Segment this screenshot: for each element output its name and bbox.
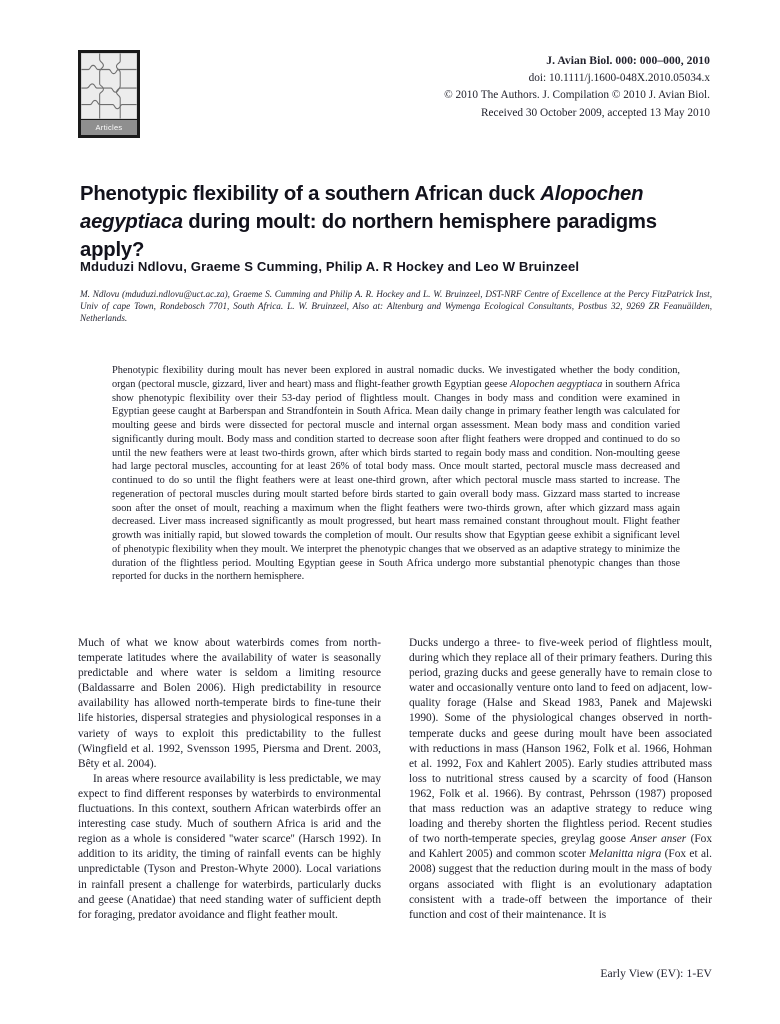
journal-received-accepted: Received 30 October 2009, accepted 13 May 2010	[481, 106, 710, 119]
abstract-segment-1: Phenotypic flexibility during moult has never been explored in austral nomadic ducks. We investigated whether the body condition, organ (pectoral muscle, gizzard, liver and heart) mass and flight-feather growth Egyptian geese	[112, 365, 680, 390]
abstract-species-name: Alopochen aegyptiaca	[510, 378, 603, 390]
article-affiliations: M. Ndlovu (mduduzi.ndlovu@uct.ac.za), Graeme S. Cumming and Philip A. R. Hockey and L. W. Bruinzeel, DST-NRF Centre of Excellence at the Percy FitzPatrick Inst, Univ of cape Town, Rondebosch 7701, South Africa. L. W. Bruinzeel, Also at: Altenburg and Wymenga Ecological Consultants, Postbus 32, 9269 ZR Feanuäilden, Netherlands.	[80, 289, 712, 324]
body-column-left	[78, 636, 381, 966]
paragraph: Much of what we know about waterbirds comes from north-temperate latitudes where the availability of water is seasonally predictable and where water is seldom a limiting resource (Baldassarre and Bolen 2006). High predictability in resource availability has allowed north-temperate birds to fine-tune their life histories, dispersal strategies and physiological responses in a variety of ways to exploit this predictability to the fullest (Wingfield et al. 1992, Svensson 1995, Piersma and Drent. 2003, Bêty et al. 2004).	[78, 637, 381, 770]
paragraph-segment-3: (Fox et al. 2008) suggest that the reduction during moult in the mass of body organs associated with flight is an evolutionary adaptation consistent with a trade-off between the importance of their function and cost of their maintenance. It is	[409, 848, 712, 921]
jigsaw-puzzle-icon	[81, 53, 137, 119]
page-footer-marker: Early View (EV): 1-EV	[600, 967, 712, 980]
body-column-right	[409, 636, 712, 966]
species-name-melanitta-nigra: Melanitta nigra	[589, 848, 662, 861]
article-title	[80, 180, 710, 264]
journal-brand-label: Articles	[81, 119, 137, 135]
abstract-segment-2: in southern Africa show phenotypic flexibility over their 53-day period of flightless moult. Changes in body mass and condition were examined in Egyptian geese caught at Barberspan and Strandfontein in South Africa. Mean daily change in primary feather length was calculated for moulting geese and birds were dissected for pectoral muscle and internal organ assessment. Mean body mass and condition varied significantly during moult. Body mass and condition started to decrease soon after flight feathers were dropped and continued to do so until the new feathers were at least two-thirds grown, after which birds started to regain body mass and condition. Non-moulting geese had large pectoral muscles, accounting for at least 26% of total body mass. Once moult started, pectoral muscle mass decreased and continued to do so until the flight feathers were at least one-third grown, after which pectoral muscle mass started to increase. The regeneration of pectoral muscles during moult started before birds started to gain overall body mass. Gizzard mass started to increase soon after the onset of moult, reaching a maximum when the flight feathers were two-thirds grown, after which gizzard mass again decreased. Liver mass increased significantly as moult progressed, but heart mass remained constant throughout moult. Flight feather growth was initially rapid, but slowed towards the completion of moult. Our results show that Egyptian geese exhibit a significant level of phenotypic flexibility when they moult. We interpret the phenotypic changes that we observed as an adaptive strategy to minimize the duration of the flightless period. Moulting Egyptian geese in South Africa undergo more substantial phenotypic changes than those reported for ducks in the northern hemisphere.	[112, 378, 680, 583]
article-abstract	[112, 364, 680, 584]
article-authors: Mduduzi Ndlovu, Graeme S Cumming, Philip A. R Hockey and Leo W Bruinzeel	[80, 259, 580, 274]
journal-brand-block	[78, 50, 140, 138]
journal-doi: doi: 10.1111/j.1600-048X.2010.05034.x	[528, 71, 710, 84]
journal-citation: J. Avian Biol. 000: 000–000, 2010	[546, 54, 710, 67]
article-title-part-1: Phenotypic flexibility of a southern African duck	[80, 182, 541, 205]
paragraph-segment-1: Ducks undergo a three- to five-week period of flightless moult, during which they replace all of their primary feathers. During this period, grazing ducks and geese generally have to remain close to water and occasionally venture onto land to feed on adjacent, low-quality forage (Halse and Skead 1983, Panek and Majewski 1990). Some of the physiological changes observed in north-temperate ducks and geese during moult have been associated with reductions in mass (Hanson 1962, Folk et al. 1966, Hohman et al. 1992, Fox and Kahlert 2005). Early studies attributed mass loss to nutritional stress caused by a scarcity of food (Hanson 1962, Folk et al. 1966). By contrast, Pehrsson (1987) proposed that mass reduction was an adaptive strategy to reduce wing loading and thereby shorten the flightless period. Recent studies of two north-temperate species, greylag goose	[409, 637, 712, 846]
species-name-anser-anser: Anser anser	[630, 833, 687, 846]
paragraph	[409, 636, 712, 923]
journal-copyright: © 2010 The Authors. J. Compilation © 2010 J. Avian Biol.	[444, 89, 710, 101]
article-title-species: Alopochen aegyptiaca	[80, 182, 644, 233]
body-columns	[78, 636, 712, 966]
paragraph: In areas where resource availability is less predictable, we may expect to find different responses by waterbirds to environmental fluctuations. In this context, southern African waterbirds offer an interesting case study. Much of southern Africa is arid and the region as a whole is considered ''water scarce'' (Harsch 1992). In addition to its aridity, the timing of rainfall events can be highly unpredictable (Tyson and Preston-Whyte 2000). Local variations in rainfall present a challenge for waterbirds, particularly ducks and geese (Anatidae) that need standing water of sufficient depth for foraging, predator avoidance and flight feather moult.	[78, 772, 381, 921]
masthead	[78, 50, 710, 142]
journal-metadata	[220, 52, 710, 122]
paragraph-segment-2: (Fox and Kahlert 2005) and common scoter	[409, 833, 712, 861]
article-title-part-2: during moult: do northern hemisphere paradigms apply?	[80, 210, 657, 261]
